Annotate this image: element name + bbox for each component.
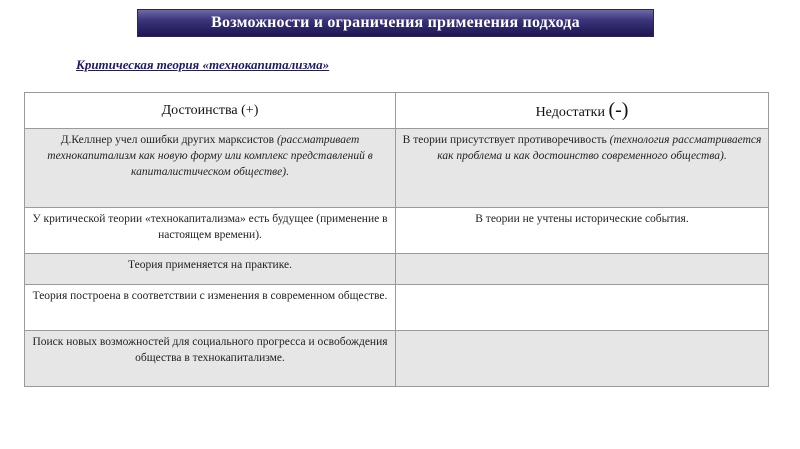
pros-cell	[25, 331, 396, 387]
page-title: Возможности и ограничения применения подхода	[211, 14, 580, 31]
cons-cell	[396, 208, 769, 254]
cons-cell	[396, 254, 769, 285]
table-row	[25, 254, 769, 285]
cons-header-sign: (-)	[608, 98, 629, 121]
cons-text: В теории присутствует противоречивость	[402, 134, 607, 146]
cons-italic-text: (технология рассматривается как проблема и как достоинство современного общества).	[437, 134, 762, 162]
pros-cell	[25, 208, 396, 254]
table-row	[25, 208, 769, 254]
pros-text: Теория построена в соответствии с изменения в современном обществе.	[32, 290, 388, 302]
column-header-cons	[396, 93, 769, 129]
pros-header-sign: (+)	[241, 103, 259, 118]
pros-cell	[25, 254, 396, 285]
comparison-table	[24, 92, 769, 387]
cons-cell	[396, 285, 769, 331]
table-row	[25, 331, 769, 387]
table-header-row	[25, 93, 769, 129]
pros-cell	[25, 129, 396, 208]
pros-text: Теория применяется на практике.	[128, 259, 292, 271]
cons-cell	[396, 331, 769, 387]
table-row	[25, 129, 769, 208]
section-subtitle: Критическая теория «технокапитализма»	[76, 57, 330, 72]
pros-text: Д.Келлнер учел ошибки других марксистов	[60, 134, 275, 146]
pros-header-label: Достоинства	[161, 103, 238, 118]
pros-italic-text: (рассматривает технокапитализм как новую форму или комплекс представлений в капиталистическом обществе).	[47, 134, 373, 178]
pros-text: У критической теории «технокапитализма» есть будущее (применение в настоящем времени).	[32, 213, 388, 241]
pros-text: Поиск новых возможностей для социального прогресса и освобождения общества в технокапитализме.	[32, 336, 388, 364]
column-header-pros	[25, 93, 396, 129]
cons-text: В теории не учтены исторические события.	[475, 213, 689, 225]
title-banner	[137, 9, 654, 37]
cons-cell	[396, 129, 769, 208]
table-row	[25, 285, 769, 331]
pros-cell	[25, 285, 396, 331]
cons-header-label: Недостатки	[535, 104, 605, 120]
